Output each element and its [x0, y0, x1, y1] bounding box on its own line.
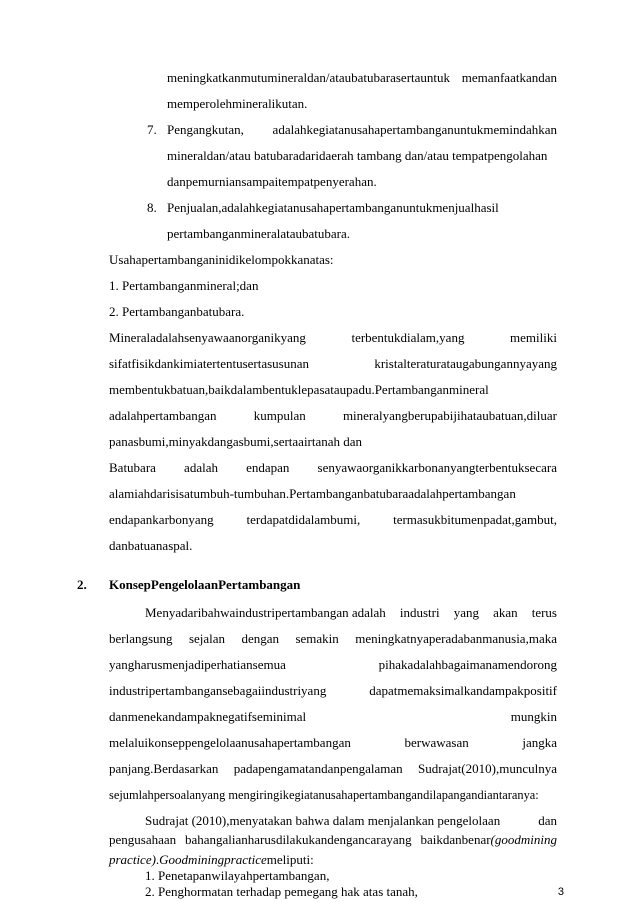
text-segment: terus: [531, 605, 557, 620]
text-segment-italic: Goodminingpractice: [159, 852, 267, 867]
text-segment: meliputi:: [266, 852, 314, 867]
text-segment: endapankarbonyang: [109, 512, 214, 527]
text-segment: endapan: [246, 460, 290, 475]
text-segment: industripertambangansebagaiindustriyang: [109, 683, 327, 698]
section-2-para-2-line-3: [109, 852, 314, 868]
text-segment: akan: [493, 605, 518, 620]
text-segment: kristalteraturataugabungannyayang: [374, 356, 557, 371]
list-item-8-line-2: pertambanganmineralataubatubara.: [167, 226, 350, 241]
section-2-para-2-line-1: [145, 813, 557, 829]
text-segment: memiliki: [510, 330, 557, 345]
mineral-para-line-4: [109, 408, 557, 424]
text-segment: melaluikonseppengelolaanusahapertambangan: [109, 735, 351, 750]
section-2-title: KonsepPengelolaanPertambangan: [109, 577, 301, 592]
list-item-8-number: 8.: [147, 200, 157, 215]
coal-para-line-3: [109, 512, 557, 528]
list-continued-line-2: memperolehmineralikutan.: [167, 96, 308, 111]
text-segment: terdapatdidalambumi,: [246, 512, 361, 527]
text-segment: yangharusmenjadiperhatiansemua: [109, 657, 286, 672]
text-segment: baikdanbenar(goodmining: [420, 832, 557, 847]
section-2-list-item-1: [145, 868, 329, 884]
mineral-para-line-2: [109, 356, 557, 372]
section-2-para-1-line-7: [109, 761, 557, 777]
section-2-para-2-line-2: [109, 832, 557, 848]
coal-para-line-2: alamiahdarisisatumbuh-tumbuhan.Pertambanganbatubaraadalahpertambangan: [109, 486, 516, 501]
page-number: 3: [557, 886, 564, 898]
text-segment: memanfaatkandan: [461, 70, 557, 85]
text-segment: adalahkegiatanusahapertambanganuntukmemindahkan: [272, 122, 557, 137]
text-segment: kumpulan: [253, 408, 306, 423]
text-segment: berlangsung: [109, 631, 173, 646]
text-segment: jangka: [522, 735, 557, 750]
text-segment: meningkatkanmutumineraldan/ataubatubarasertauntuk: [167, 70, 451, 85]
text-segment: dan: [538, 813, 557, 828]
section-2-number: 2.: [77, 577, 87, 592]
text-segment: adalahpertambangan: [109, 408, 217, 423]
text-segment: bahangalianharusdilakukandengancarayang: [184, 832, 412, 847]
text-segment: Sudrajat(2010),munculnya: [417, 761, 557, 776]
text-segment: Mineraladalahsenyawaanorganikyang: [109, 330, 306, 345]
text-segment: termasukbitumenpadat,gambut,: [393, 512, 557, 527]
coal-para-line-1: [109, 460, 557, 476]
text-segment-italic: practice): [109, 852, 156, 867]
section-2-para-1-line-5: [109, 709, 557, 725]
mineral-para-line-5: panasbumi,minyakdangasbumi,sertaairtanah dan: [109, 434, 363, 449]
text-segment: mungkin: [510, 709, 557, 724]
text-segment: industri: [399, 605, 440, 620]
text-segment: .: [155, 852, 160, 867]
text-segment: yang: [453, 605, 479, 620]
list-item-7-line-3: danpemurniansampaitempatpenyerahan.: [167, 174, 377, 189]
text-segment: berwawasan: [404, 735, 469, 750]
text-segment: mineralyangberupabijihataubatuan,diluar: [342, 408, 557, 423]
coal-para-line-4: danbatuanaspal.: [109, 538, 193, 553]
text-segment: panjang.Berdasarkan: [109, 761, 219, 776]
list-item-7-line-1: [167, 122, 557, 138]
text-segment: sejalan: [188, 631, 226, 646]
text-segment-italic: (goodmining: [490, 832, 557, 847]
mineral-para-line-3: membentukbatuan,baikdalambentuklepasataupadu.Pertambanganmineral: [109, 382, 489, 397]
text-segment: Batubara: [109, 460, 156, 475]
text-segment: 1. Penetapanwilayahpertambangan,: [145, 868, 330, 883]
section-2-list-item-2: [145, 884, 418, 900]
list-item-7-line-2: mineraldan/atau batubaradaridaerah tambang dan/atau tempatpengolahan: [167, 148, 548, 163]
text-segment: dapatmemaksimalkandampakpositif: [369, 683, 557, 698]
grouping-item-2: 2. Pertambanganbatubara.: [109, 304, 245, 319]
text-segment: pihakadalahbagaimanamendorong: [378, 657, 557, 672]
list-item-7-number: 7.: [147, 122, 157, 137]
text-segment: senyawaorganikkarbonanyangterbentuksecara: [317, 460, 557, 475]
section-2-para-1-line-8: sejumlahpersoalanyang mengiringikegiatanusahapertambangandilapangandiantaranya:: [109, 788, 539, 802]
text-segment: adalah: [184, 460, 218, 475]
text-segment: Pengangkutan,: [167, 122, 244, 137]
section-2-para-1-line-3: [109, 657, 557, 673]
text-segment: semakin: [295, 631, 339, 646]
section-2-para-1-line-6: [109, 735, 557, 751]
grouping-item-1: 1. Pertambanganmineral;dan: [109, 278, 259, 293]
text-segment: padapengamatandanpengalaman: [233, 761, 403, 776]
section-2-para-1-line-1: [145, 605, 557, 621]
text-segment: Menyadaribahwaindustripertambangan adalah: [145, 605, 386, 620]
grouping-intro: Usahapertambanganinidikelompokkanatas:: [109, 252, 334, 267]
list-item-8-line-1: Penjualan,adalahkegiatanusahapertambanganuntukmenjualhasil: [167, 200, 499, 215]
text-segment: 2. Penghormatan terhadap pemegang hak atas tanah,: [145, 884, 418, 899]
section-2-para-1-line-4: [109, 683, 557, 699]
text-segment: meningkatnyaperadabanmanusia,maka: [355, 631, 557, 646]
text-segment: pengusahaan: [109, 832, 177, 847]
text-segment: sifatfisikdankimiatertentusertasusunan: [109, 356, 310, 371]
text-segment: Sudrajat (2010),menyatakan bahwa dalam menjalankan pengelolaan: [145, 813, 501, 828]
mineral-para-line-1: [109, 330, 557, 346]
text-segment: danmenekandampaknegatifseminimal: [109, 709, 307, 724]
text-segment: terbentukdialam,yang: [351, 330, 465, 345]
list-continued-line-1: [167, 70, 557, 86]
section-2-para-1-line-2: [109, 631, 557, 647]
text-segment: dengan: [241, 631, 280, 646]
